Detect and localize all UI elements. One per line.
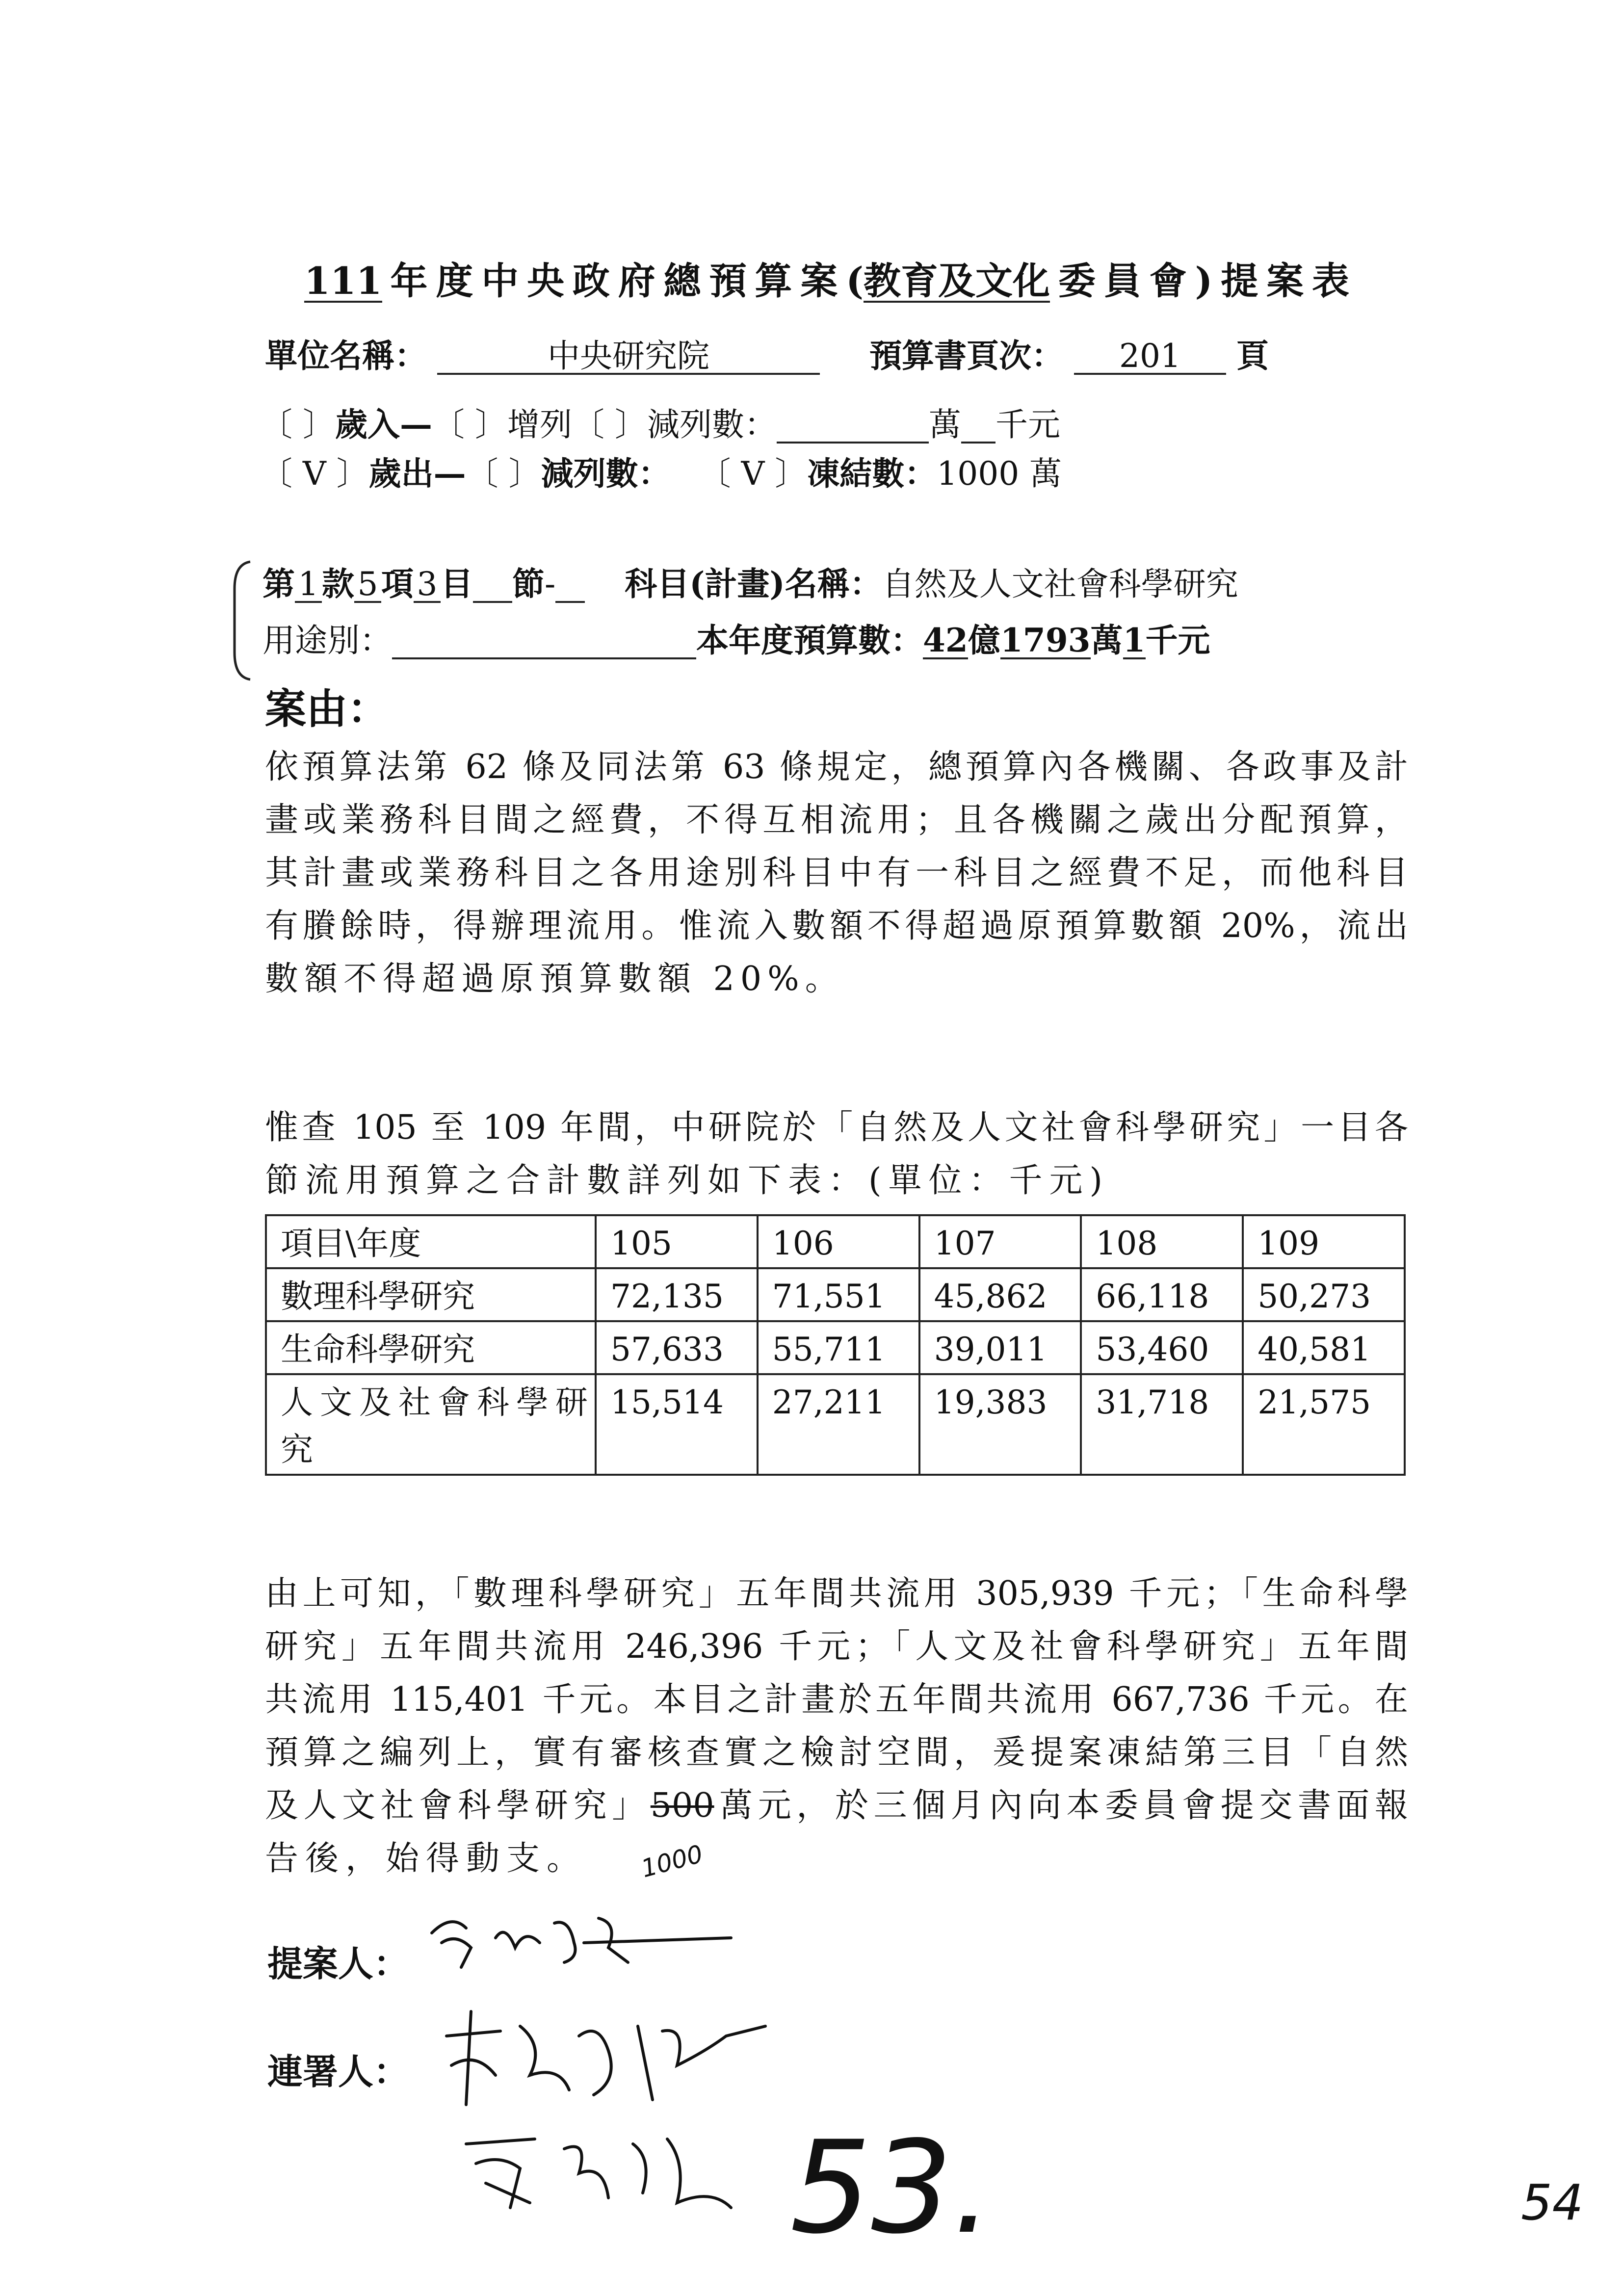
para-line: 節流用預算之合計數詳列如下表：(單位：千元) xyxy=(265,1161,1110,1200)
table-cell-label: 生命科學研究 xyxy=(266,1321,596,1374)
table-cell: 45,862 xyxy=(919,1268,1081,1321)
table-cell: 15,514 xyxy=(596,1374,758,1475)
expense-row xyxy=(260,454,1062,494)
proposer-signature xyxy=(422,1904,746,1977)
page-value: 201 xyxy=(1074,339,1226,375)
para-line: 數額不得超過原預算數額 20%。 xyxy=(265,960,844,998)
reason-paragraph-3 xyxy=(265,1567,1408,1885)
qian-unit: 千元 xyxy=(1145,621,1210,659)
freeze-label: 凍結數： xyxy=(807,454,937,493)
revenue-checkbox: 〔 〕 xyxy=(260,406,335,444)
cosigner-signature-1 xyxy=(432,2007,775,2114)
mu-label: 目 xyxy=(441,565,473,603)
table-cell: 55,711 xyxy=(758,1321,919,1374)
cut-checkbox: 〔 〕 xyxy=(572,406,647,444)
page-suffix: 頁 xyxy=(1236,337,1269,375)
handwritten-number-left: 53. xyxy=(790,2114,993,2262)
wan-label: 萬 xyxy=(928,406,961,444)
kuan-value: 1 xyxy=(295,567,322,603)
table-header: 105 xyxy=(596,1215,758,1268)
cut-label: 減列數： xyxy=(647,406,777,444)
xiang-value: 5 xyxy=(354,567,381,603)
table-header: 項目\年度 xyxy=(266,1215,596,1268)
table-cell: 21,575 xyxy=(1243,1374,1405,1475)
table-row xyxy=(266,1268,1405,1321)
handwritten-correction: 1000 xyxy=(638,1839,706,1883)
para-line: 惟查 105 至 109 年間，中研院於「自然及人文社會科學研究」一目各 xyxy=(265,1108,1408,1147)
transfer-table xyxy=(265,1214,1406,1476)
line-part: 及人文社會科學研究」 xyxy=(265,1786,651,1825)
table-cell-label: 人文及社會科學研究 xyxy=(266,1374,596,1475)
budget-row xyxy=(262,621,1210,660)
name-label: 科目(計畫)名稱： xyxy=(625,565,882,603)
freeze-value: 1000 萬 xyxy=(937,455,1062,493)
page-label: 預算書頁次： xyxy=(869,337,1064,375)
table-cell: 71,551 xyxy=(758,1268,919,1321)
xiang-label: 項 xyxy=(381,565,414,603)
table-cell: 40,581 xyxy=(1243,1321,1405,1374)
add-label: 增列 xyxy=(507,406,572,444)
para-line: 其計畫或業務科目之各用途別科目中有一科目之經費不足，而他科目 xyxy=(265,854,1408,892)
wan-unit: 萬 xyxy=(1090,621,1123,659)
title-end: 委員會)提案表 xyxy=(1050,259,1349,303)
reason-heading: 案由： xyxy=(265,684,389,733)
add-checkbox: 〔 〕 xyxy=(432,406,507,444)
jie-label: 節 xyxy=(512,565,545,603)
reason-paragraph-2 xyxy=(265,1101,1408,1207)
para-line: 有賸餘時，得辦理流用。惟流入數額不得超過原預算數額 20%，流出 xyxy=(265,907,1408,945)
table-cell: 31,718 xyxy=(1081,1374,1243,1475)
table-header: 106 xyxy=(758,1215,919,1268)
wan-value: 1793 xyxy=(1000,621,1091,659)
use-label: 用途別： xyxy=(262,622,392,659)
cosigner-label: 連署人： xyxy=(267,2051,409,2092)
expense-cut-label: 減列數： xyxy=(541,454,671,493)
title-committee: 教育及文化 xyxy=(864,259,1050,303)
qian-value: 1 xyxy=(1123,621,1146,659)
budget-label: 本年度預算數： xyxy=(696,621,923,659)
handwritten-page-number: 54 xyxy=(1521,2174,1584,2231)
reason-paragraph-1 xyxy=(265,741,1408,1006)
brace-icon xyxy=(231,559,255,682)
mu-value: 3 xyxy=(414,567,441,603)
table-cell-label: 數理科學研究 xyxy=(266,1268,596,1321)
proposer-label: 提案人： xyxy=(267,1943,409,1984)
para-line: 研究」五年間共流用 246,396 千元；「人文及社會科學研究」五年間 xyxy=(265,1627,1408,1666)
yi-value: 42 xyxy=(923,621,968,659)
title-mid: 年度中央政府總預算案( xyxy=(382,259,864,303)
table-row xyxy=(266,1374,1405,1475)
table-row xyxy=(266,1321,1405,1374)
line-part: 萬元，於三個月內向本委員會提交書面報 xyxy=(714,1786,1408,1825)
expense-checkbox: 〔 V 〕 xyxy=(260,455,369,493)
struck-amount: 500 xyxy=(650,1786,714,1825)
table-cell: 57,633 xyxy=(596,1321,758,1374)
table-header: 108 xyxy=(1081,1215,1243,1268)
para-line: 依預算法第 62 條及同法第 63 條規定，總預算內各機關、各政事及計 xyxy=(265,748,1408,786)
table-header-row xyxy=(266,1215,1405,1268)
freeze-checkbox: 〔 V 〕 xyxy=(714,455,808,493)
cosigner-signature-2 xyxy=(456,2119,760,2218)
table-cell: 50,273 xyxy=(1243,1268,1405,1321)
title-year: 111 xyxy=(304,259,382,303)
table-header: 107 xyxy=(919,1215,1081,1268)
table-cell: 19,383 xyxy=(919,1374,1081,1475)
expense-cut-checkbox: 〔 〕 xyxy=(466,455,541,493)
unit-label: 單位名稱： xyxy=(265,337,427,375)
table-cell: 53,460 xyxy=(1081,1321,1243,1374)
page-title xyxy=(304,251,1349,305)
table-cell: 39,011 xyxy=(919,1321,1081,1374)
para-line xyxy=(265,1779,1408,1832)
para-line: 畫或業務科目間之經費，不得互相流用；且各機關之歲出分配預算， xyxy=(265,801,1408,839)
para-line: 共流用 115,401 千元。本目之計畫於五年間共流用 667,736 千元。在 xyxy=(265,1680,1408,1719)
item-di: 第 xyxy=(262,565,295,603)
table-header: 109 xyxy=(1243,1215,1405,1268)
yi-label: 億 xyxy=(968,621,1000,659)
qian-label: 千元 xyxy=(995,406,1060,444)
table-cell: 66,118 xyxy=(1081,1268,1243,1321)
para-line: 由上可知，「數理科學研究」五年間共流用 305,939 千元；「生命科學 xyxy=(265,1574,1408,1613)
line-part: 告後，始得動支。 xyxy=(265,1839,587,1878)
kuan-label: 款 xyxy=(322,565,354,603)
table-cell: 27,211 xyxy=(758,1374,919,1475)
revenue-row xyxy=(260,405,1060,444)
jie-value: - xyxy=(545,565,556,603)
unit-value: 中央研究院 xyxy=(437,339,820,375)
unit-row xyxy=(265,336,1269,376)
revenue-label: 歲入— xyxy=(335,405,432,444)
name-value: 自然及人文社會科學研究 xyxy=(882,565,1238,603)
table-cell: 72,135 xyxy=(596,1268,758,1321)
para-line: 預算之編列上，實有審核查實之檢討空間，爰提案凍結第三目「自然 xyxy=(265,1733,1408,1772)
item-row xyxy=(262,564,1238,604)
para-line xyxy=(265,1832,1408,1885)
expense-label: 歲出— xyxy=(368,454,466,493)
